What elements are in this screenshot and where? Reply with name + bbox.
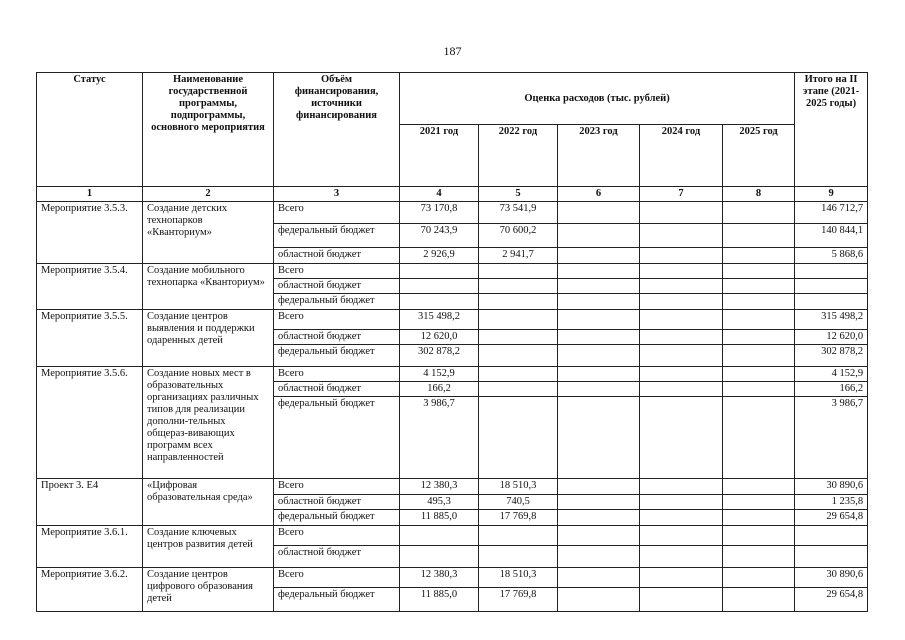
amount-cell-2025: [723, 479, 795, 495]
total-cell: 5 868,6: [795, 248, 868, 264]
amount-cell-2024: [640, 510, 723, 526]
amount-cell-2021: 302 878,2: [400, 345, 479, 367]
amount-cell-2024: [640, 345, 723, 367]
status-cell: Мероприятие 3.5.4.: [37, 264, 143, 310]
amount-cell-2022: 17 769,8: [479, 510, 558, 526]
header-status: Статус: [37, 73, 143, 187]
amount-cell-2024: [640, 264, 723, 279]
amount-cell-2022: 18 510,3: [479, 568, 558, 588]
total-cell: 30 890,6: [795, 479, 868, 495]
amount-cell-2022: [479, 345, 558, 367]
amount-cell-2024: [640, 202, 723, 224]
total-cell: 166,2: [795, 382, 868, 397]
amount-cell-2023: [558, 264, 640, 279]
amount-cell-2022: [479, 526, 558, 546]
funding-source-cell: Всего: [274, 202, 400, 224]
funding-source-cell: областной бюджет: [274, 279, 400, 294]
total-cell: 30 890,6: [795, 568, 868, 588]
amount-cell-2023: [558, 279, 640, 294]
page-number: 187: [443, 44, 462, 58]
amount-cell-2022: [479, 546, 558, 568]
column-number: 3: [274, 187, 400, 202]
column-number: 9: [795, 187, 868, 202]
total-cell: [795, 279, 868, 294]
amount-cell-2023: [558, 568, 640, 588]
amount-cell-2021: 12 380,3: [400, 479, 479, 495]
amount-cell-2023: [558, 495, 640, 510]
header-row: [37, 73, 868, 125]
column-number: 8: [723, 187, 795, 202]
amount-cell-2021: 315 498,2: [400, 310, 479, 330]
amount-cell-2022: [479, 367, 558, 382]
amount-cell-2023: [558, 588, 640, 612]
total-cell: 302 878,2: [795, 345, 868, 367]
table-row: [37, 526, 868, 546]
table-row: [37, 264, 868, 279]
funding-source-cell: Всего: [274, 568, 400, 588]
funding-source-cell: федеральный бюджет: [274, 397, 400, 479]
program-name-cell: Создание мобильного технопарка «Кванториум»: [143, 264, 274, 310]
amount-cell-2021: 166,2: [400, 382, 479, 397]
funding-source-cell: федеральный бюджет: [274, 294, 400, 310]
amount-cell-2025: [723, 367, 795, 382]
table-row: [37, 310, 868, 330]
table-body: [37, 202, 868, 612]
column-number: 1: [37, 187, 143, 202]
amount-cell-2022: [479, 279, 558, 294]
amount-cell-2021: 2 926,9: [400, 248, 479, 264]
amount-cell-2025: [723, 495, 795, 510]
status-cell: Проект 3. Е4: [37, 479, 143, 526]
amount-cell-2023: [558, 397, 640, 479]
total-cell: 1 235,8: [795, 495, 868, 510]
status-cell: Мероприятие 3.6.2.: [37, 568, 143, 612]
funding-source-cell: федеральный бюджет: [274, 588, 400, 612]
program-name-cell: «Цифровая образовательная среда»: [143, 479, 274, 526]
program-name-cell: Создание новых мест в образовательных организациях различных типов для реализации дополни-тельных общераз-вивающих программ всех направленностей: [143, 367, 274, 479]
amount-cell-2021: 11 885,0: [400, 510, 479, 526]
table-row: [37, 568, 868, 588]
funding-source-cell: Всего: [274, 526, 400, 546]
budget-table: [36, 72, 868, 612]
table-row: [37, 479, 868, 495]
funding-source-cell: Всего: [274, 479, 400, 495]
amount-cell-2023: [558, 310, 640, 330]
amount-cell-2023: [558, 294, 640, 310]
funding-source-cell: федеральный бюджет: [274, 345, 400, 367]
amount-cell-2024: [640, 546, 723, 568]
total-cell: [795, 294, 868, 310]
amount-cell-2022: 17 769,8: [479, 588, 558, 612]
funding-source-cell: Всего: [274, 367, 400, 382]
amount-cell-2021: 12 380,3: [400, 568, 479, 588]
table-row: [37, 202, 868, 224]
total-cell: 3 986,7: [795, 397, 868, 479]
amount-cell-2025: [723, 397, 795, 479]
header-volume: Объём финансирования, источники финансирования: [274, 73, 400, 187]
total-cell: [795, 546, 868, 568]
amount-cell-2022: 73 541,9: [479, 202, 558, 224]
amount-cell-2021: [400, 279, 479, 294]
amount-cell-2021: 73 170,8: [400, 202, 479, 224]
amount-cell-2022: [479, 330, 558, 345]
total-cell: 29 654,8: [795, 510, 868, 526]
amount-cell-2025: [723, 264, 795, 279]
amount-cell-2024: [640, 279, 723, 294]
amount-cell-2024: [640, 495, 723, 510]
amount-cell-2023: [558, 367, 640, 382]
amount-cell-2025: [723, 546, 795, 568]
status-cell: Мероприятие 3.5.3.: [37, 202, 143, 264]
column-number-row: [37, 187, 868, 202]
header-name: Наименование государственной программы, подпрограммы, основного мероприятия: [143, 73, 274, 187]
amount-cell-2023: [558, 546, 640, 568]
amount-cell-2023: [558, 510, 640, 526]
status-cell: Мероприятие 3.5.6.: [37, 367, 143, 479]
amount-cell-2025: [723, 224, 795, 248]
amount-cell-2021: 12 620,0: [400, 330, 479, 345]
status-cell: Мероприятие 3.5.5.: [37, 310, 143, 367]
total-cell: 29 654,8: [795, 588, 868, 612]
amount-cell-2023: [558, 479, 640, 495]
column-number: 4: [400, 187, 479, 202]
amount-cell-2024: [640, 588, 723, 612]
amount-cell-2024: [640, 397, 723, 479]
total-cell: 12 620,0: [795, 330, 868, 345]
total-cell: [795, 264, 868, 279]
funding-source-cell: областной бюджет: [274, 382, 400, 397]
amount-cell-2024: [640, 526, 723, 546]
amount-cell-2022: 18 510,3: [479, 479, 558, 495]
funding-source-cell: областной бюджет: [274, 546, 400, 568]
amount-cell-2021: 3 986,7: [400, 397, 479, 479]
column-number: 5: [479, 187, 558, 202]
amount-cell-2024: [640, 367, 723, 382]
amount-cell-2025: [723, 588, 795, 612]
column-number: 2: [143, 187, 274, 202]
header-estimate: Оценка расходов (тыс. рублей): [400, 73, 795, 125]
amount-cell-2024: [640, 224, 723, 248]
amount-cell-2025: [723, 202, 795, 224]
funding-source-cell: областной бюджет: [274, 495, 400, 510]
total-cell: 315 498,2: [795, 310, 868, 330]
amount-cell-2023: [558, 330, 640, 345]
amount-cell-2021: [400, 526, 479, 546]
amount-cell-2025: [723, 382, 795, 397]
total-cell: 146 712,7: [795, 202, 868, 224]
amount-cell-2024: [640, 294, 723, 310]
amount-cell-2025: [723, 330, 795, 345]
column-number: 7: [640, 187, 723, 202]
amount-cell-2021: [400, 264, 479, 279]
amount-cell-2024: [640, 479, 723, 495]
amount-cell-2022: [479, 382, 558, 397]
amount-cell-2025: [723, 345, 795, 367]
amount-cell-2022: 740,5: [479, 495, 558, 510]
funding-source-cell: федеральный бюджет: [274, 224, 400, 248]
header-year: 2024 год: [640, 125, 723, 187]
status-cell: Мероприятие 3.6.1.: [37, 526, 143, 568]
header-year: 2025 год: [723, 125, 795, 187]
amount-cell-2022: 2 941,7: [479, 248, 558, 264]
amount-cell-2025: [723, 526, 795, 546]
amount-cell-2021: [400, 294, 479, 310]
header-year: 2021 год: [400, 125, 479, 187]
amount-cell-2022: [479, 397, 558, 479]
total-cell: [795, 526, 868, 546]
amount-cell-2025: [723, 294, 795, 310]
table-row: [37, 367, 868, 382]
header-year: 2023 год: [558, 125, 640, 187]
amount-cell-2022: [479, 264, 558, 279]
program-name-cell: Создание центров выявления и поддержки одаренных детей: [143, 310, 274, 367]
amount-cell-2023: [558, 248, 640, 264]
amount-cell-2025: [723, 310, 795, 330]
column-number: 6: [558, 187, 640, 202]
funding-source-cell: областной бюджет: [274, 330, 400, 345]
amount-cell-2023: [558, 224, 640, 248]
amount-cell-2024: [640, 310, 723, 330]
funding-source-cell: Всего: [274, 310, 400, 330]
amount-cell-2021: 11 885,0: [400, 588, 479, 612]
amount-cell-2021: 4 152,9: [400, 367, 479, 382]
amount-cell-2022: [479, 310, 558, 330]
program-name-cell: Создание центров цифрового образования детей: [143, 568, 274, 612]
amount-cell-2025: [723, 568, 795, 588]
total-cell: 140 844,1: [795, 224, 868, 248]
amount-cell-2022: [479, 294, 558, 310]
amount-cell-2025: [723, 279, 795, 294]
header-total: Итого на II этапе (2021-2025 годы): [795, 73, 868, 187]
amount-cell-2025: [723, 510, 795, 526]
amount-cell-2024: [640, 330, 723, 345]
program-name-cell: Создание детских технопарков «Кванториум»: [143, 202, 274, 264]
amount-cell-2024: [640, 568, 723, 588]
amount-cell-2023: [558, 202, 640, 224]
program-name-cell: Создание ключевых центров развития детей: [143, 526, 274, 568]
total-cell: 4 152,9: [795, 367, 868, 382]
amount-cell-2021: 495,3: [400, 495, 479, 510]
amount-cell-2021: [400, 546, 479, 568]
funding-source-cell: федеральный бюджет: [274, 510, 400, 526]
header-year: 2022 год: [479, 125, 558, 187]
amount-cell-2022: 70 600,2: [479, 224, 558, 248]
amount-cell-2023: [558, 345, 640, 367]
amount-cell-2023: [558, 382, 640, 397]
funding-source-cell: Всего: [274, 264, 400, 279]
amount-cell-2025: [723, 248, 795, 264]
amount-cell-2021: 70 243,9: [400, 224, 479, 248]
funding-source-cell: областной бюджет: [274, 248, 400, 264]
amount-cell-2024: [640, 382, 723, 397]
amount-cell-2024: [640, 248, 723, 264]
amount-cell-2023: [558, 526, 640, 546]
